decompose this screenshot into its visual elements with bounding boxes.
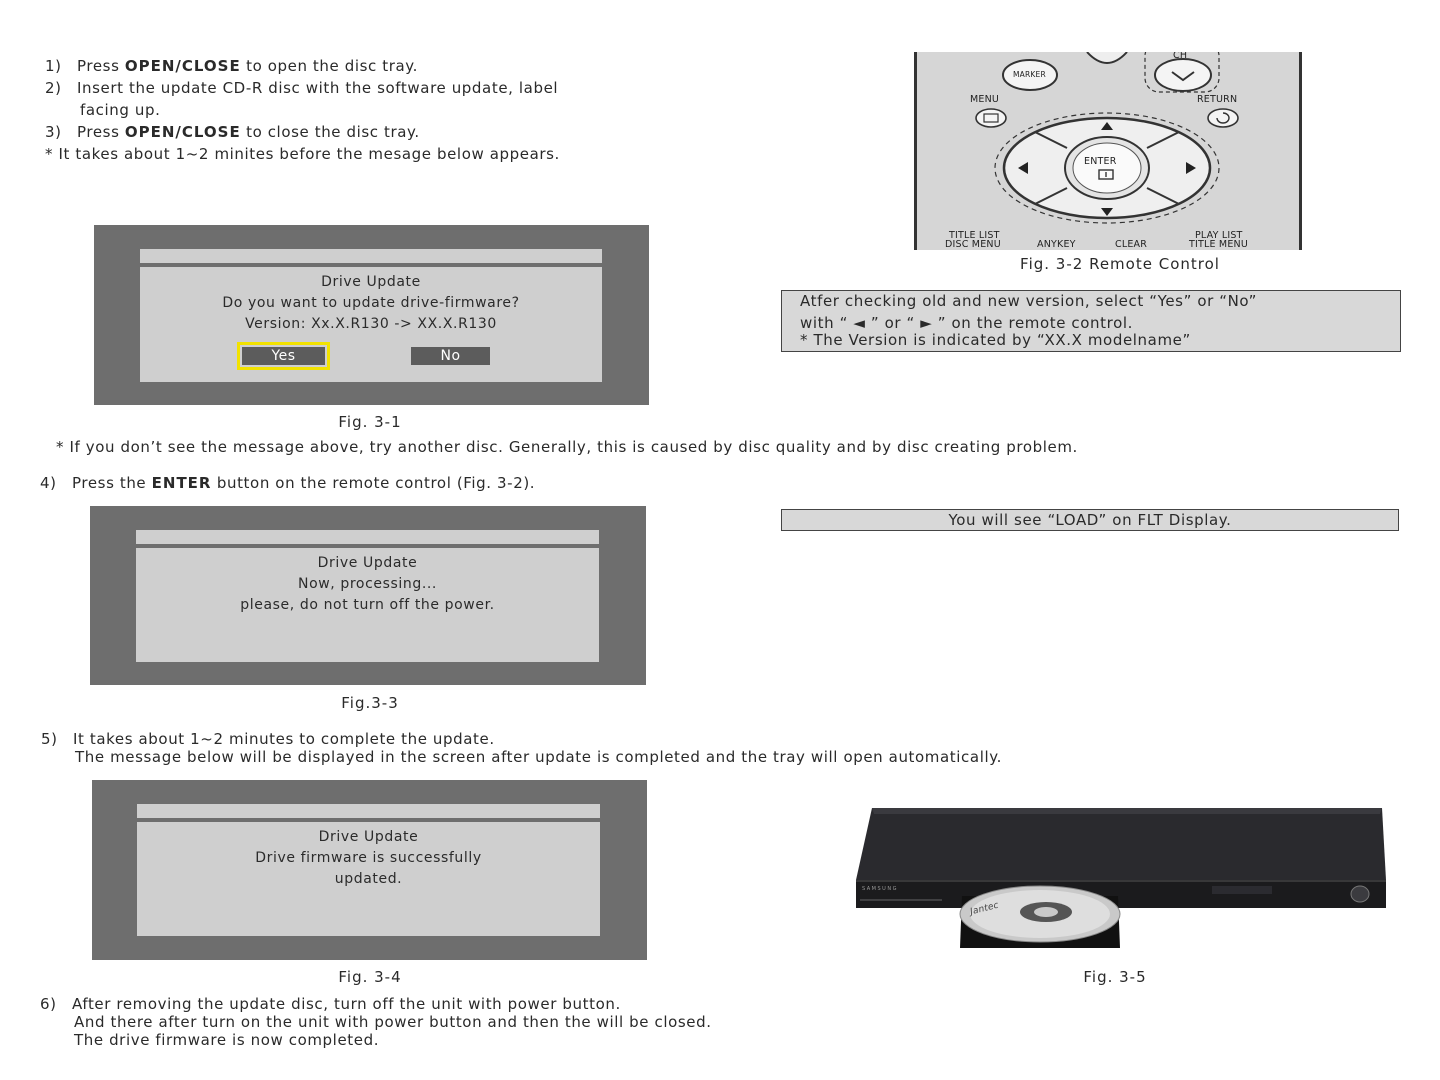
brand-label: SAMSUNG [862, 886, 898, 892]
title-menu-label: TITLE MENU [1189, 239, 1248, 250]
fig33-dialog-screen [90, 506, 646, 685]
fig34-caption: Fig. 3-4 [338, 968, 402, 986]
intro-steps [45, 55, 560, 165]
dialog-title: Drive Update [321, 274, 421, 290]
step-4 [40, 472, 535, 494]
disc-problem-note: * If you don’t see the message above, try another disc. Generally, this is caused by disc quality and by disc creating problem. [56, 438, 1078, 456]
clear-label: CLEAR [1115, 239, 1148, 250]
select-note-box [781, 290, 1401, 352]
fig31-dialog-screen [94, 225, 649, 405]
select-note-line3: * The Version is indicated by “XX.X modelname” [800, 331, 1191, 349]
step-number: 5) [41, 730, 58, 748]
anykey-label: ANYKEY [1037, 239, 1076, 250]
step-text: After removing the update disc, turn off the unit with power button. [72, 995, 621, 1013]
dialog-warning-text: please, do not turn off the power. [240, 597, 495, 613]
ch-down-button-icon [1155, 59, 1211, 91]
disc-label: Jantec [969, 900, 1000, 918]
step-bold: OPEN/CLOSE [124, 57, 241, 75]
step-2-cont [45, 99, 560, 121]
marker-label: MARKER [1013, 70, 1046, 79]
dialog-title-bar [140, 249, 602, 263]
dialog-panel [136, 548, 599, 662]
dialog-panel [137, 822, 600, 936]
step-number [45, 99, 80, 121]
step-text: Press [77, 123, 125, 141]
select-note-line2: with “ ◄ ” or “ ► ” on the remote control. [800, 314, 1133, 332]
step-text: button on the remote control (Fig. 3-2). [211, 474, 536, 492]
return-label: RETURN [1197, 94, 1238, 105]
step-text: Press [77, 57, 125, 75]
step-text: The drive firmware is now completed. [74, 1031, 380, 1049]
fig33-caption: Fig.3-3 [341, 694, 399, 712]
step-text: Insert the update CD-R disc with the software update, label [77, 79, 559, 97]
dialog-success-text: Drive firmware is successfully [255, 850, 482, 866]
step-number: 3) [45, 123, 62, 141]
dvd-player-image [852, 800, 1398, 955]
dialog-title: Drive Update [317, 555, 418, 571]
dialog-processing-text: Now, processing... [298, 576, 437, 592]
dialog-title-bar [136, 530, 599, 544]
menu-button-icon [976, 109, 1006, 127]
dialog-panel [140, 267, 602, 382]
step-text: facing up. [80, 101, 161, 119]
step-number: 2) [45, 79, 62, 97]
return-button-icon [1208, 109, 1238, 127]
step-3 [45, 121, 560, 143]
step-6 [40, 995, 712, 1049]
fig35-caption: Fig. 3-5 [1083, 968, 1147, 986]
title-list-label: TITLE LIST [949, 230, 1000, 241]
step-2 [45, 77, 560, 99]
step-text: The message below will be displayed in the screen after update is completed and the tray will open automatically. [75, 748, 1002, 766]
dialog-success-text-cont: updated. [334, 871, 403, 887]
dialog-question: Do you want to update drive-firmware? [222, 295, 520, 311]
fig31-caption: Fig. 3-1 [338, 413, 402, 431]
step-text: to open the disc tray. [240, 57, 418, 75]
menu-label: MENU [970, 94, 1000, 105]
fig34-dialog-screen [92, 780, 647, 960]
dialog-version: Version: Xx.X.R130 -> XX.X.R130 [245, 316, 497, 332]
enter-label: ENTER [1084, 156, 1117, 167]
load-note-box: You will see “LOAD” on FLT Display. [781, 509, 1399, 531]
fig32-caption: Fig. 3-2 Remote Control [1020, 255, 1220, 273]
yes-button[interactable]: Yes [242, 347, 325, 365]
step-text: And there after turn on the unit with power button and then the will be closed. [74, 1013, 712, 1031]
no-button[interactable]: No [411, 347, 490, 365]
intro-note-text: * It takes about 1~2 minites before the mesage below appears. [45, 145, 560, 163]
dialog-title-bar [137, 804, 600, 818]
step-text: Press the [72, 474, 152, 492]
step-number: 1) [45, 57, 62, 75]
dialog-title: Drive Update [318, 829, 419, 845]
play-list-label: PLAY LIST [1195, 230, 1243, 241]
step-bold: ENTER [151, 474, 212, 492]
select-note-line1: Atfer checking old and new version, select “Yes” or “No” [800, 292, 1258, 310]
step-bold: OPEN/CLOSE [124, 123, 241, 141]
step-1 [45, 55, 560, 77]
step-number: 4) [40, 474, 57, 492]
step-text: It takes about 1~2 minutes to complete the update. [73, 730, 495, 748]
ch-label: CH [1173, 52, 1188, 61]
player-front-icon [856, 880, 1386, 908]
remote-control-image [914, 52, 1302, 250]
disc-menu-label: DISC MENU [945, 239, 1001, 250]
step-5 [41, 730, 1002, 766]
remote-drawing [917, 52, 1299, 250]
dvd-player-drawing [852, 800, 1398, 955]
step-number: 6) [40, 995, 57, 1013]
player-top-icon [856, 808, 1386, 880]
intro-note [45, 143, 560, 165]
top-button-icon [1087, 52, 1127, 63]
step-text: to close the disc tray. [240, 123, 420, 141]
power-knob-icon [1351, 886, 1369, 902]
